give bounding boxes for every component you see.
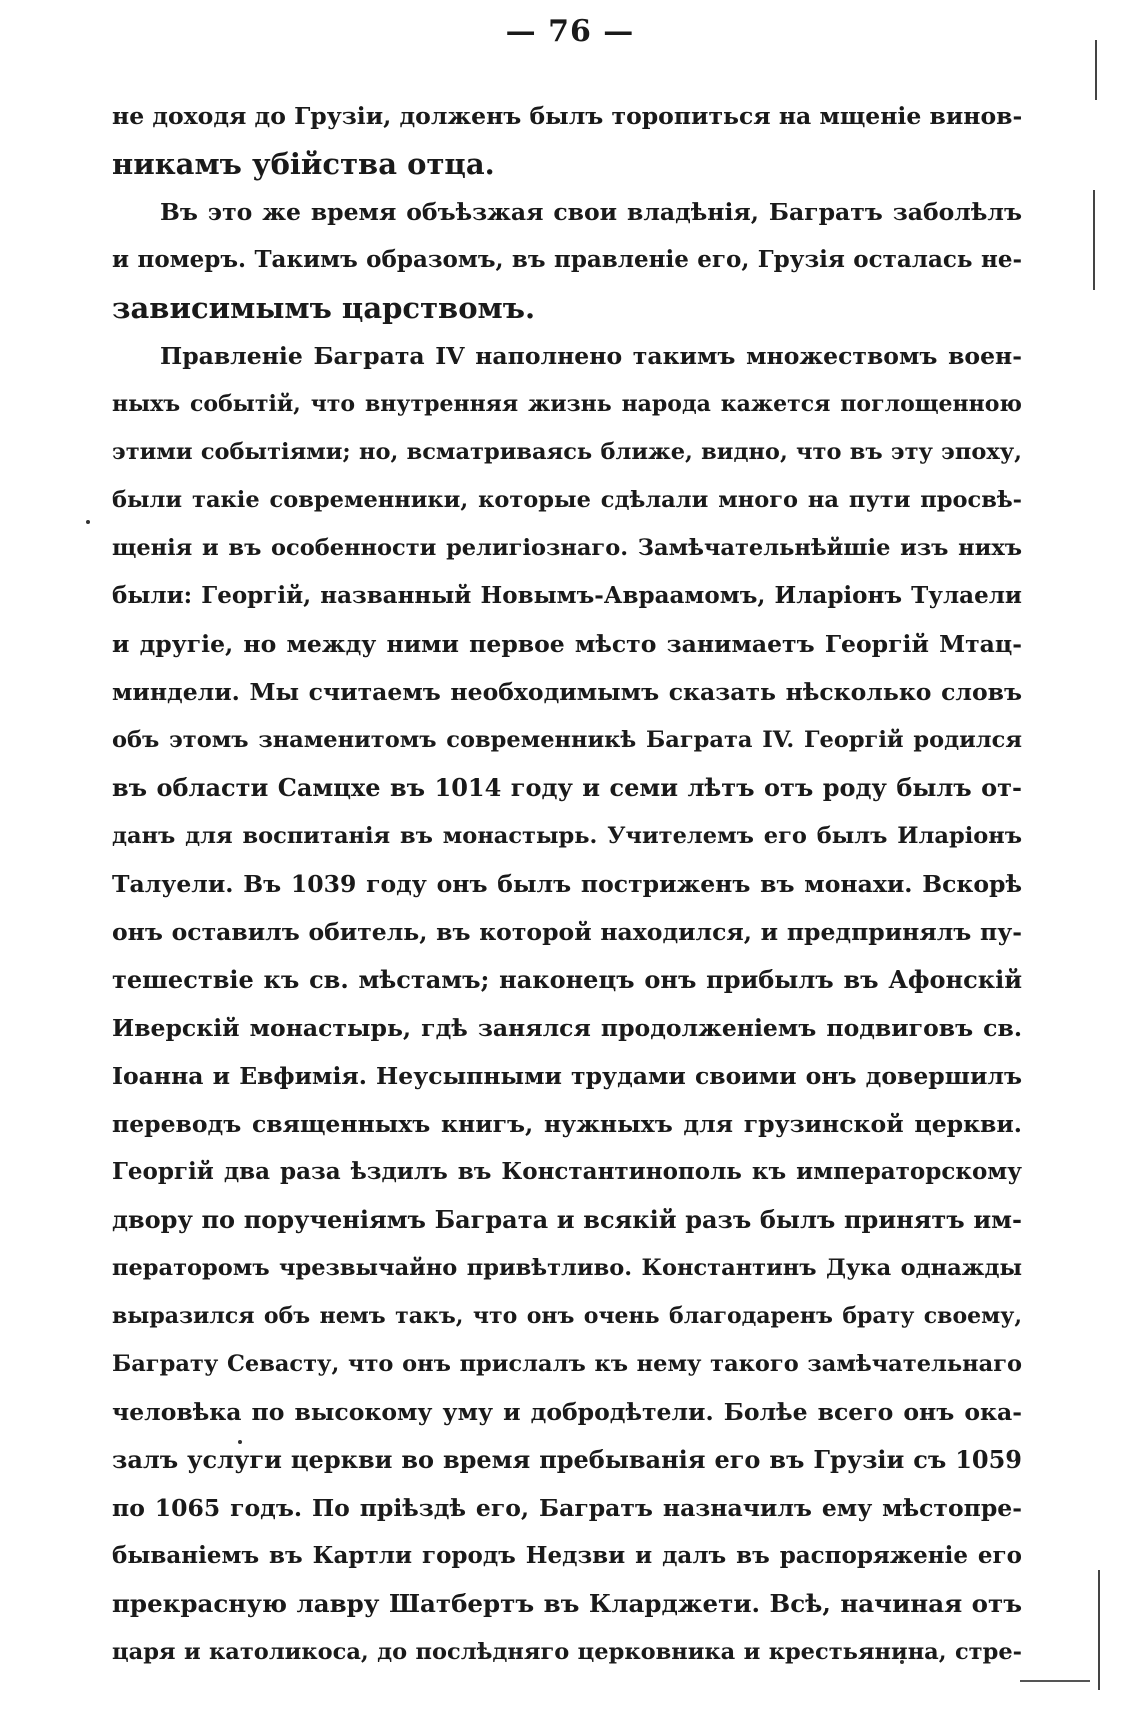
text-line: Иверскій монастырь, гдѣ занялся продолженіемъ подвиговъ св.: [112, 1014, 1022, 1042]
text-line: щенія и въ особенности религіознаго. Замѣчательнѣйшіе изъ нихъ: [112, 535, 1022, 561]
text-line: объ этомъ знаменитомъ современникѣ Баграта IV. Георгій родился: [112, 727, 1022, 753]
text-line: прекрасную лавру Шатбертъ въ Кларджети. Всѣ, начиная отъ: [112, 1589, 1022, 1618]
text-line: залъ услуги церкви во время пребыванія его въ Грузіи съ 1059: [112, 1445, 1022, 1474]
text-line: Баграту Севасту, что онъ прислалъ къ нему такого замѣчательнаго: [112, 1351, 1022, 1377]
text-line: по 1065 годъ. По пріѣздѣ его, Багратъ назначилъ ему мѣстопре-: [112, 1494, 1022, 1522]
text-line: переводъ священныхъ книгъ, нужныхъ для грузинской церкви.: [112, 1110, 1022, 1138]
scan-edge-mark: [1095, 40, 1097, 100]
text-line: этими событіями; но, всматриваясь ближе, видно, что въ эту эпоху,: [112, 439, 1022, 465]
text-line: не доходя до Грузіи, долженъ былъ торопиться на мщеніе винов-: [112, 102, 1022, 130]
text-line: и померъ. Такимъ образомъ, въ правленіе его, Грузія осталась не-: [112, 246, 1022, 273]
text-line: ныхъ событій, что внутренняя жизнь народа кажется поглощенною: [112, 391, 1022, 417]
text-line: онъ оставилъ обитель, въ которой находился, и предпринялъ пу-: [112, 918, 1022, 946]
text-line: въ области Самцхе въ 1014 году и семи лѣтъ отъ роду былъ от-: [112, 773, 1022, 802]
text-line: двору по порученіямъ Баграта и всякій разъ былъ принятъ им-: [112, 1205, 1022, 1234]
text-line: человѣка по высокому уму и добродѣтели. Болѣе всего онъ ока-: [112, 1398, 1022, 1426]
text-line: были такіе современники, которые сдѣлали много на пути просвѣ-: [112, 487, 1022, 513]
text-line: тешествіе къ св. мѣстамъ; наконецъ онъ прибылъ въ Афонскій: [112, 965, 1022, 994]
text-line: ператоромъ чрезвычайно привѣтливо. Константинъ Дука однажды: [112, 1255, 1022, 1281]
text-line: Іоанна и Евфимія. Неусыпными трудами своими онъ довершилъ: [112, 1062, 1022, 1090]
page-number: — 76 —: [505, 14, 635, 49]
text-line: и другіе, но между ними первое мѣсто занимаетъ Георгій Мтац-: [112, 630, 1022, 658]
ink-speck: [86, 520, 90, 524]
text-line: были: Георгій, названный Новымъ-Авраамомъ, Иларіонъ Тулаели: [112, 582, 1022, 609]
text-line: никамъ убійства отца.: [112, 147, 495, 181]
text-line: царя и католикоса, до послѣдняго церковника и крестьянина, стре-: [112, 1639, 1022, 1665]
text-line: миндели. Мы считаемъ необходимымъ сказать нѣсколько словъ: [112, 678, 1022, 706]
text-line: Георгій два раза ѣздилъ въ Константинополь къ императорскому: [112, 1158, 1022, 1185]
text-line: зависимымъ царствомъ.: [112, 291, 536, 325]
scan-edge-mark: [1093, 190, 1095, 290]
text-line: данъ для воспитанія въ монастырь. Учителемъ его былъ Иларіонъ: [112, 823, 1022, 849]
text-line: Правленіе Баграта IV наполнено такимъ множествомъ воен-: [160, 342, 1022, 370]
scan-edge-mark: [1020, 1680, 1090, 1682]
text-line: Талуели. Въ 1039 году онъ былъ постриженъ въ монахи. Вскорѣ: [112, 870, 1022, 898]
scan-edge-mark: [1098, 1570, 1100, 1690]
text-line: Въ это же время объѣзжая свои владѣнія, Багратъ заболѣлъ: [160, 198, 1022, 226]
body-text: [112, 92, 1022, 1676]
text-line: быванiемъ въ Картли городъ Недзви и далъ въ распоряженіе его: [112, 1542, 1022, 1569]
text-line: выразился объ немъ такъ, что онъ очень благодаренъ брату своему,: [112, 1303, 1022, 1329]
